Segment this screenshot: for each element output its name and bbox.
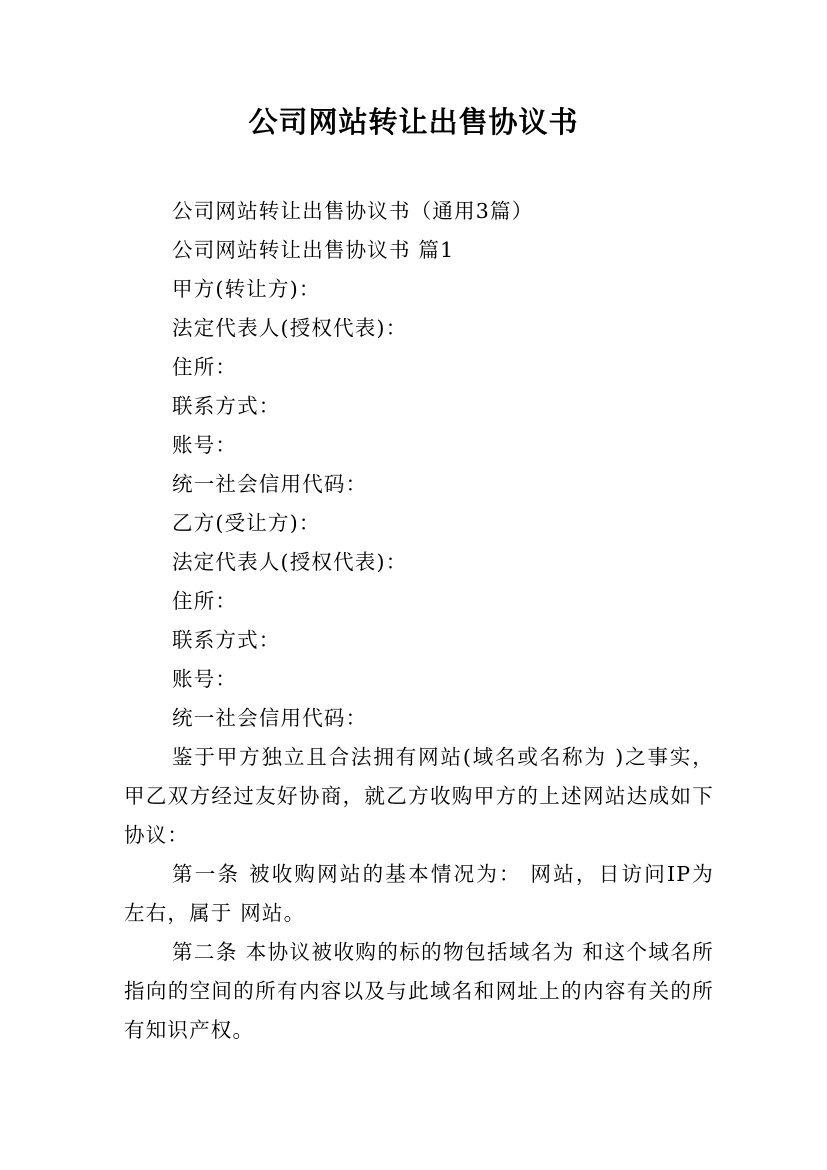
party-a-credit-code: 统一社会信用代码： bbox=[172, 472, 368, 496]
section-heading: 公司网站转让出售协议书 篇1 bbox=[172, 238, 455, 262]
party-b-label: 乙方(受让方)： bbox=[172, 511, 321, 535]
party-a-representative: 法定代表人(授权代表)： bbox=[172, 316, 408, 340]
party-a-label: 甲方(转让方)： bbox=[172, 277, 321, 301]
document-title: 公司网站转让出售协议书 bbox=[248, 105, 579, 139]
article-2-paragraph: 第二条 本协议被收购的标的物包括域名为 和这个域名所指向的空间的所有内容以及与此域名和网址上的内容有关的所有知识产权。 bbox=[124, 940, 714, 1042]
party-a-contact: 联系方式： bbox=[172, 394, 281, 418]
party-b-credit-code: 统一社会信用代码： bbox=[172, 706, 368, 730]
article-1-paragraph: 第一条 被收购网站的基本情况为： 网站，日访问IP为 左右，属于 网站。 bbox=[124, 862, 714, 925]
party-a-account: 账号： bbox=[172, 433, 238, 457]
party-b-representative: 法定代表人(授权代表)： bbox=[172, 550, 408, 574]
party-b-contact: 联系方式： bbox=[172, 628, 281, 652]
party-a-address: 住所： bbox=[172, 355, 238, 379]
party-b-account: 账号： bbox=[172, 667, 238, 691]
document-body bbox=[124, 192, 714, 1050]
party-b-address: 住所： bbox=[172, 589, 238, 613]
subtitle-line: 公司网站转让出售协议书（通用3篇） bbox=[172, 199, 534, 223]
preamble-paragraph: 鉴于甲方独立且合法拥有网站(域名或名称为 )之事实，甲乙双方经过友好协商，就乙方收购甲方的上述网站达成如下协议： bbox=[124, 745, 714, 847]
